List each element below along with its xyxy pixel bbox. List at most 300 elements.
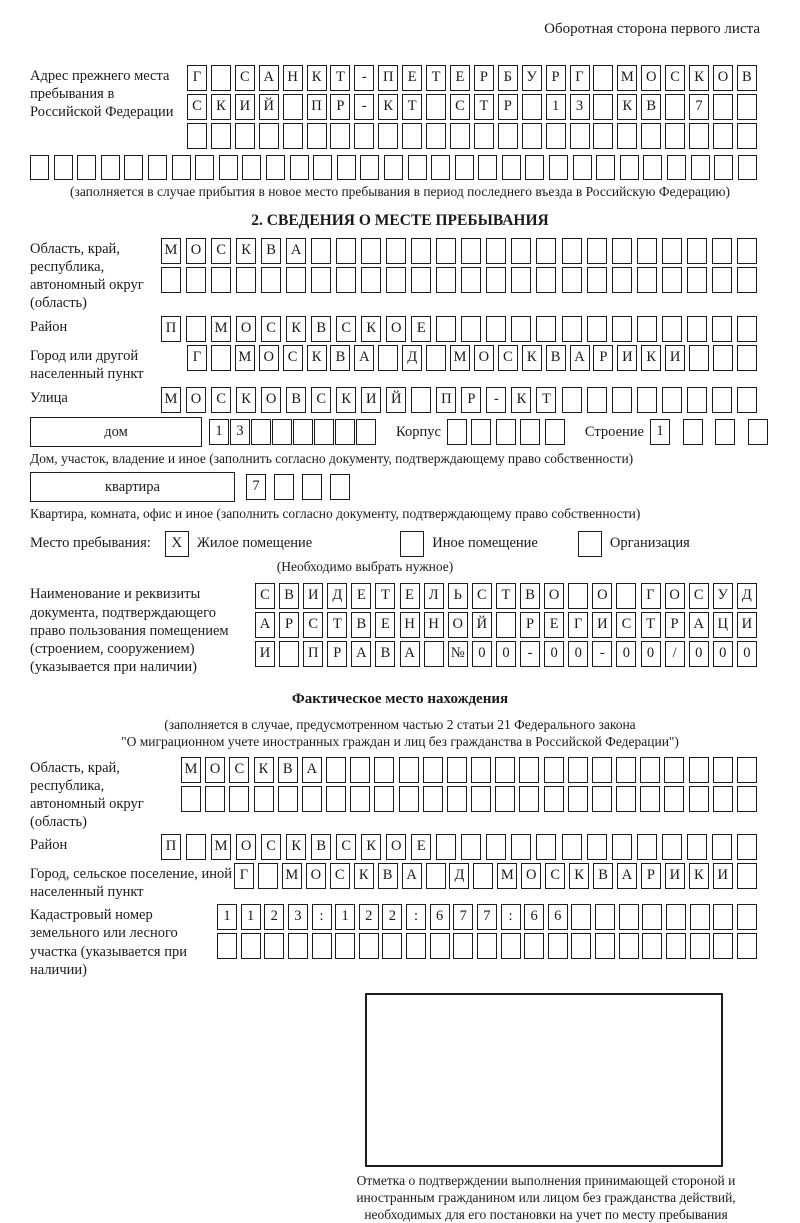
char-cell[interactable]	[274, 474, 294, 500]
char-cell[interactable]	[386, 267, 406, 293]
char-cell[interactable]	[712, 267, 732, 293]
char-cell[interactable]	[637, 387, 657, 413]
char-cell[interactable]: К	[236, 387, 256, 413]
char-cell[interactable]: О	[306, 863, 326, 889]
char-cell[interactable]: С	[235, 65, 255, 91]
char-cell[interactable]	[595, 904, 615, 930]
char-cell[interactable]: Д	[737, 583, 757, 609]
char-cell[interactable]	[568, 583, 588, 609]
char-cell[interactable]: В	[311, 834, 331, 860]
char-cell[interactable]	[637, 834, 657, 860]
char-cell[interactable]: В	[351, 612, 371, 638]
char-cell[interactable]: А	[400, 641, 420, 667]
char-cell[interactable]	[536, 834, 556, 860]
char-cell[interactable]	[283, 123, 303, 149]
char-cell[interactable]: 0	[616, 641, 636, 667]
char-cell[interactable]: Б	[498, 65, 518, 91]
char-cell[interactable]	[737, 786, 757, 812]
char-cell[interactable]	[643, 155, 662, 180]
char-cell[interactable]	[617, 123, 637, 149]
char-cell[interactable]: 0	[544, 641, 564, 667]
char-cell[interactable]: 1	[209, 419, 229, 445]
char-cell[interactable]: В	[278, 757, 298, 783]
char-cell[interactable]	[687, 238, 707, 264]
char-cell[interactable]: 2	[264, 904, 284, 930]
char-cell[interactable]: 1	[335, 904, 355, 930]
char-cell[interactable]: А	[259, 65, 279, 91]
char-cell[interactable]: Е	[450, 65, 470, 91]
char-cell[interactable]: Г	[234, 863, 254, 889]
char-cell[interactable]	[690, 933, 710, 959]
char-cell[interactable]	[436, 316, 456, 342]
char-cell[interactable]	[666, 904, 686, 930]
char-cell[interactable]: М	[282, 863, 302, 889]
char-cell[interactable]: 1	[546, 94, 566, 120]
char-cell[interactable]	[520, 419, 540, 445]
char-cell[interactable]: -	[592, 641, 612, 667]
char-cell[interactable]	[737, 757, 757, 783]
char-cell[interactable]: А	[570, 345, 590, 371]
char-cell[interactable]: И	[713, 863, 733, 889]
char-cell[interactable]	[408, 155, 427, 180]
char-cell[interactable]	[486, 316, 506, 342]
char-cell[interactable]	[236, 267, 256, 293]
char-cell[interactable]: 7	[477, 904, 497, 930]
char-cell[interactable]	[382, 933, 402, 959]
char-cell[interactable]	[461, 316, 481, 342]
char-cell[interactable]	[737, 345, 757, 371]
char-cell[interactable]	[637, 267, 657, 293]
char-cell[interactable]	[511, 834, 531, 860]
char-cell[interactable]	[336, 238, 356, 264]
char-cell[interactable]	[612, 238, 632, 264]
char-cell[interactable]	[219, 155, 238, 180]
char-cell[interactable]: К	[511, 387, 531, 413]
char-cell[interactable]	[431, 155, 450, 180]
char-cell[interactable]	[436, 267, 456, 293]
char-cell[interactable]: У	[522, 65, 542, 91]
char-cell[interactable]	[587, 387, 607, 413]
char-cell[interactable]: Р	[546, 65, 566, 91]
char-cell[interactable]: -	[486, 387, 506, 413]
char-cell[interactable]: О	[186, 238, 206, 264]
char-cell[interactable]: 2	[382, 904, 402, 930]
char-cell[interactable]	[378, 123, 398, 149]
char-cell[interactable]: К	[689, 863, 709, 889]
char-cell[interactable]: А	[402, 863, 422, 889]
char-cell[interactable]	[616, 757, 636, 783]
char-cell[interactable]	[713, 94, 733, 120]
char-cell[interactable]	[186, 316, 206, 342]
char-cell[interactable]	[691, 155, 710, 180]
char-cell[interactable]: П	[307, 94, 327, 120]
char-cell[interactable]: М	[497, 863, 517, 889]
char-cell[interactable]: Р	[327, 641, 347, 667]
char-cell[interactable]	[350, 757, 370, 783]
char-cell[interactable]	[662, 834, 682, 860]
char-cell[interactable]	[290, 155, 309, 180]
char-cell[interactable]: О	[474, 345, 494, 371]
char-cell[interactable]: У	[713, 583, 733, 609]
char-cell[interactable]: В	[286, 387, 306, 413]
char-cell[interactable]	[461, 238, 481, 264]
char-cell[interactable]	[640, 757, 660, 783]
char-cell[interactable]: 1	[650, 419, 670, 445]
char-cell[interactable]	[519, 757, 539, 783]
char-cell[interactable]	[595, 933, 615, 959]
char-cell[interactable]	[461, 834, 481, 860]
char-cell[interactable]	[496, 419, 516, 445]
char-cell[interactable]: Р	[498, 94, 518, 120]
char-cell[interactable]: К	[336, 387, 356, 413]
char-cell[interactable]: Г	[568, 612, 588, 638]
char-cell[interactable]: Р	[279, 612, 299, 638]
char-cell[interactable]	[713, 786, 733, 812]
char-cell[interactable]	[302, 474, 322, 500]
char-cell[interactable]: С	[498, 345, 518, 371]
char-cell[interactable]	[254, 786, 274, 812]
char-cell[interactable]	[259, 123, 279, 149]
char-cell[interactable]	[350, 786, 370, 812]
char-cell[interactable]: С	[187, 94, 207, 120]
char-cell[interactable]: О	[641, 65, 661, 91]
char-cell[interactable]: П	[161, 834, 181, 860]
char-cell[interactable]: Е	[351, 583, 371, 609]
char-cell[interactable]: Р	[474, 65, 494, 91]
char-cell[interactable]: А	[255, 612, 275, 638]
char-cell[interactable]	[689, 345, 709, 371]
char-cell[interactable]: И	[592, 612, 612, 638]
char-cell[interactable]: С	[472, 583, 492, 609]
char-cell[interactable]: 3	[570, 94, 590, 120]
char-cell[interactable]	[356, 419, 376, 445]
char-cell[interactable]: В	[641, 94, 661, 120]
char-cell[interactable]	[326, 757, 346, 783]
char-cell[interactable]	[637, 238, 657, 264]
char-cell[interactable]	[562, 238, 582, 264]
char-cell[interactable]	[360, 155, 379, 180]
char-cell[interactable]: Л	[424, 583, 444, 609]
char-cell[interactable]	[737, 238, 757, 264]
char-cell[interactable]	[737, 316, 757, 342]
char-cell[interactable]	[361, 267, 381, 293]
char-cell[interactable]: С	[211, 387, 231, 413]
char-cell[interactable]	[450, 123, 470, 149]
char-cell[interactable]	[258, 863, 278, 889]
char-cell[interactable]: Ц	[713, 612, 733, 638]
char-cell[interactable]: Й	[259, 94, 279, 120]
char-cell[interactable]	[195, 155, 214, 180]
char-cell[interactable]	[211, 65, 231, 91]
char-cell[interactable]: М	[161, 238, 181, 264]
char-cell[interactable]: О	[261, 387, 281, 413]
char-cell[interactable]	[548, 933, 568, 959]
char-cell[interactable]	[474, 123, 494, 149]
char-cell[interactable]	[593, 123, 613, 149]
char-cell[interactable]: И	[617, 345, 637, 371]
char-cell[interactable]	[713, 933, 733, 959]
char-cell[interactable]: Г	[570, 65, 590, 91]
char-cell[interactable]	[637, 316, 657, 342]
char-cell[interactable]	[264, 933, 284, 959]
char-cell[interactable]: 6	[430, 904, 450, 930]
char-cell[interactable]	[546, 123, 566, 149]
char-cell[interactable]: Е	[411, 316, 431, 342]
char-cell[interactable]	[562, 387, 582, 413]
char-cell[interactable]: С	[283, 345, 303, 371]
char-cell[interactable]	[148, 155, 167, 180]
char-cell[interactable]	[612, 387, 632, 413]
char-cell[interactable]	[737, 94, 757, 120]
char-cell[interactable]: О	[186, 387, 206, 413]
checkbox-organizaciya[interactable]	[578, 531, 602, 557]
char-cell[interactable]: К	[689, 65, 709, 91]
char-cell[interactable]: К	[286, 834, 306, 860]
char-cell[interactable]	[455, 155, 474, 180]
char-cell[interactable]: Т	[641, 612, 661, 638]
char-cell[interactable]	[361, 238, 381, 264]
char-cell[interactable]	[501, 933, 521, 959]
char-cell[interactable]	[737, 904, 757, 930]
char-cell[interactable]	[712, 316, 732, 342]
char-cell[interactable]	[447, 757, 467, 783]
char-cell[interactable]	[612, 834, 632, 860]
char-cell[interactable]	[737, 863, 757, 889]
char-cell[interactable]	[612, 316, 632, 342]
char-cell[interactable]	[748, 419, 768, 445]
char-cell[interactable]	[293, 419, 313, 445]
char-cell[interactable]	[687, 387, 707, 413]
char-cell[interactable]	[737, 387, 757, 413]
char-cell[interactable]: М	[617, 65, 637, 91]
char-cell[interactable]: О	[236, 316, 256, 342]
char-cell[interactable]	[426, 345, 446, 371]
char-cell[interactable]: П	[436, 387, 456, 413]
char-cell[interactable]: 2	[359, 904, 379, 930]
char-cell[interactable]: Г	[641, 583, 661, 609]
char-cell[interactable]: К	[254, 757, 274, 783]
char-cell[interactable]	[690, 904, 710, 930]
char-cell[interactable]	[283, 94, 303, 120]
char-cell[interactable]: И	[235, 94, 255, 120]
char-cell[interactable]: С	[303, 612, 323, 638]
char-cell[interactable]	[486, 834, 506, 860]
char-cell[interactable]	[261, 267, 281, 293]
char-cell[interactable]	[402, 123, 422, 149]
char-cell[interactable]	[386, 238, 406, 264]
char-cell[interactable]	[571, 904, 591, 930]
char-cell[interactable]	[411, 238, 431, 264]
char-cell[interactable]	[406, 933, 426, 959]
char-cell[interactable]: 6	[524, 904, 544, 930]
char-cell[interactable]	[288, 933, 308, 959]
char-cell[interactable]	[453, 933, 473, 959]
char-cell[interactable]	[511, 267, 531, 293]
char-cell[interactable]: 6	[548, 904, 568, 930]
char-cell[interactable]: А	[302, 757, 322, 783]
char-cell[interactable]	[683, 419, 703, 445]
char-cell[interactable]: :	[501, 904, 521, 930]
char-cell[interactable]	[662, 238, 682, 264]
char-cell[interactable]: А	[617, 863, 637, 889]
char-cell[interactable]	[587, 834, 607, 860]
char-cell[interactable]: А	[689, 612, 709, 638]
char-cell[interactable]	[286, 267, 306, 293]
char-cell[interactable]	[689, 123, 709, 149]
char-cell[interactable]: К	[641, 345, 661, 371]
char-cell[interactable]	[522, 94, 542, 120]
char-cell[interactable]	[471, 757, 491, 783]
char-cell[interactable]: К	[522, 345, 542, 371]
char-cell[interactable]	[619, 933, 639, 959]
char-cell[interactable]: Р	[330, 94, 350, 120]
kvartira-named-cell[interactable]: квартира	[30, 472, 235, 502]
char-cell[interactable]	[496, 612, 516, 638]
char-cell[interactable]	[570, 123, 590, 149]
char-cell[interactable]: О	[665, 583, 685, 609]
char-cell[interactable]: Т	[496, 583, 516, 609]
char-cell[interactable]: И	[665, 863, 685, 889]
char-cell[interactable]	[330, 123, 350, 149]
char-cell[interactable]	[641, 123, 661, 149]
char-cell[interactable]: П	[161, 316, 181, 342]
char-cell[interactable]	[571, 933, 591, 959]
char-cell[interactable]	[713, 904, 733, 930]
char-cell[interactable]	[242, 155, 261, 180]
char-cell[interactable]	[544, 757, 564, 783]
char-cell[interactable]: 0	[641, 641, 661, 667]
char-cell[interactable]: А	[351, 641, 371, 667]
char-cell[interactable]	[664, 757, 684, 783]
char-cell[interactable]: А	[286, 238, 306, 264]
char-cell[interactable]	[544, 786, 564, 812]
char-cell[interactable]	[461, 267, 481, 293]
char-cell[interactable]: К	[286, 316, 306, 342]
char-cell[interactable]	[712, 238, 732, 264]
char-cell[interactable]: В	[520, 583, 540, 609]
char-cell[interactable]: В	[375, 641, 395, 667]
char-cell[interactable]	[592, 757, 612, 783]
char-cell[interactable]	[374, 786, 394, 812]
char-cell[interactable]: К	[354, 863, 374, 889]
char-cell[interactable]	[399, 757, 419, 783]
char-cell[interactable]	[495, 757, 515, 783]
char-cell[interactable]: И	[303, 583, 323, 609]
char-cell[interactable]: Г	[187, 65, 207, 91]
char-cell[interactable]	[447, 419, 467, 445]
char-cell[interactable]: И	[737, 612, 757, 638]
char-cell[interactable]	[712, 387, 732, 413]
char-cell[interactable]	[313, 155, 332, 180]
char-cell[interactable]: С	[261, 316, 281, 342]
char-cell[interactable]	[473, 863, 493, 889]
char-cell[interactable]: О	[521, 863, 541, 889]
char-cell[interactable]: Т	[327, 612, 347, 638]
char-cell[interactable]	[471, 786, 491, 812]
char-cell[interactable]	[436, 238, 456, 264]
char-cell[interactable]	[384, 155, 403, 180]
char-cell[interactable]	[477, 933, 497, 959]
char-cell[interactable]: М	[450, 345, 470, 371]
char-cell[interactable]: /	[665, 641, 685, 667]
char-cell[interactable]	[187, 123, 207, 149]
char-cell[interactable]	[524, 933, 544, 959]
char-cell[interactable]	[101, 155, 120, 180]
char-cell[interactable]: М	[211, 834, 231, 860]
char-cell[interactable]	[278, 786, 298, 812]
char-cell[interactable]	[486, 238, 506, 264]
char-cell[interactable]: Т	[402, 94, 422, 120]
char-cell[interactable]	[411, 387, 431, 413]
char-cell[interactable]: 0	[472, 641, 492, 667]
char-cell[interactable]	[266, 155, 285, 180]
char-cell[interactable]: О	[236, 834, 256, 860]
char-cell[interactable]: М	[235, 345, 255, 371]
char-cell[interactable]: Е	[375, 612, 395, 638]
char-cell[interactable]	[562, 834, 582, 860]
char-cell[interactable]: Д	[449, 863, 469, 889]
char-cell[interactable]: О	[386, 316, 406, 342]
char-cell[interactable]: К	[211, 94, 231, 120]
char-cell[interactable]: 1	[217, 904, 237, 930]
char-cell[interactable]	[713, 123, 733, 149]
char-cell[interactable]: Й	[386, 387, 406, 413]
char-cell[interactable]: О	[713, 65, 733, 91]
char-cell[interactable]	[447, 786, 467, 812]
char-cell[interactable]	[712, 834, 732, 860]
char-cell[interactable]	[666, 933, 686, 959]
char-cell[interactable]	[378, 345, 398, 371]
char-cell[interactable]	[495, 786, 515, 812]
char-cell[interactable]: Г	[187, 345, 207, 371]
char-cell[interactable]	[511, 238, 531, 264]
char-cell[interactable]	[54, 155, 73, 180]
char-cell[interactable]	[235, 123, 255, 149]
char-cell[interactable]	[217, 933, 237, 959]
char-cell[interactable]: О	[259, 345, 279, 371]
char-cell[interactable]	[335, 419, 355, 445]
char-cell[interactable]	[335, 933, 355, 959]
char-cell[interactable]: С	[211, 238, 231, 264]
char-cell[interactable]	[359, 933, 379, 959]
char-cell[interactable]	[562, 316, 582, 342]
char-cell[interactable]	[616, 583, 636, 609]
char-cell[interactable]	[172, 155, 191, 180]
char-cell[interactable]: С	[616, 612, 636, 638]
checkbox-zhiloe[interactable]: X	[165, 531, 189, 557]
char-cell[interactable]: :	[406, 904, 426, 930]
char-cell[interactable]	[612, 267, 632, 293]
char-cell[interactable]: С	[450, 94, 470, 120]
dom-named-cell[interactable]: дом	[30, 417, 202, 447]
char-cell[interactable]	[562, 267, 582, 293]
char-cell[interactable]	[662, 267, 682, 293]
char-cell[interactable]	[399, 786, 419, 812]
char-cell[interactable]	[471, 419, 491, 445]
char-cell[interactable]: В	[593, 863, 613, 889]
char-cell[interactable]: Н	[424, 612, 444, 638]
char-cell[interactable]	[737, 933, 757, 959]
char-cell[interactable]	[593, 94, 613, 120]
char-cell[interactable]	[423, 786, 443, 812]
char-cell[interactable]: В	[261, 238, 281, 264]
char-cell[interactable]: Е	[400, 583, 420, 609]
char-cell[interactable]: Т	[375, 583, 395, 609]
char-cell[interactable]: С	[229, 757, 249, 783]
char-cell[interactable]	[738, 155, 757, 180]
char-cell[interactable]	[374, 757, 394, 783]
char-cell[interactable]	[616, 786, 636, 812]
